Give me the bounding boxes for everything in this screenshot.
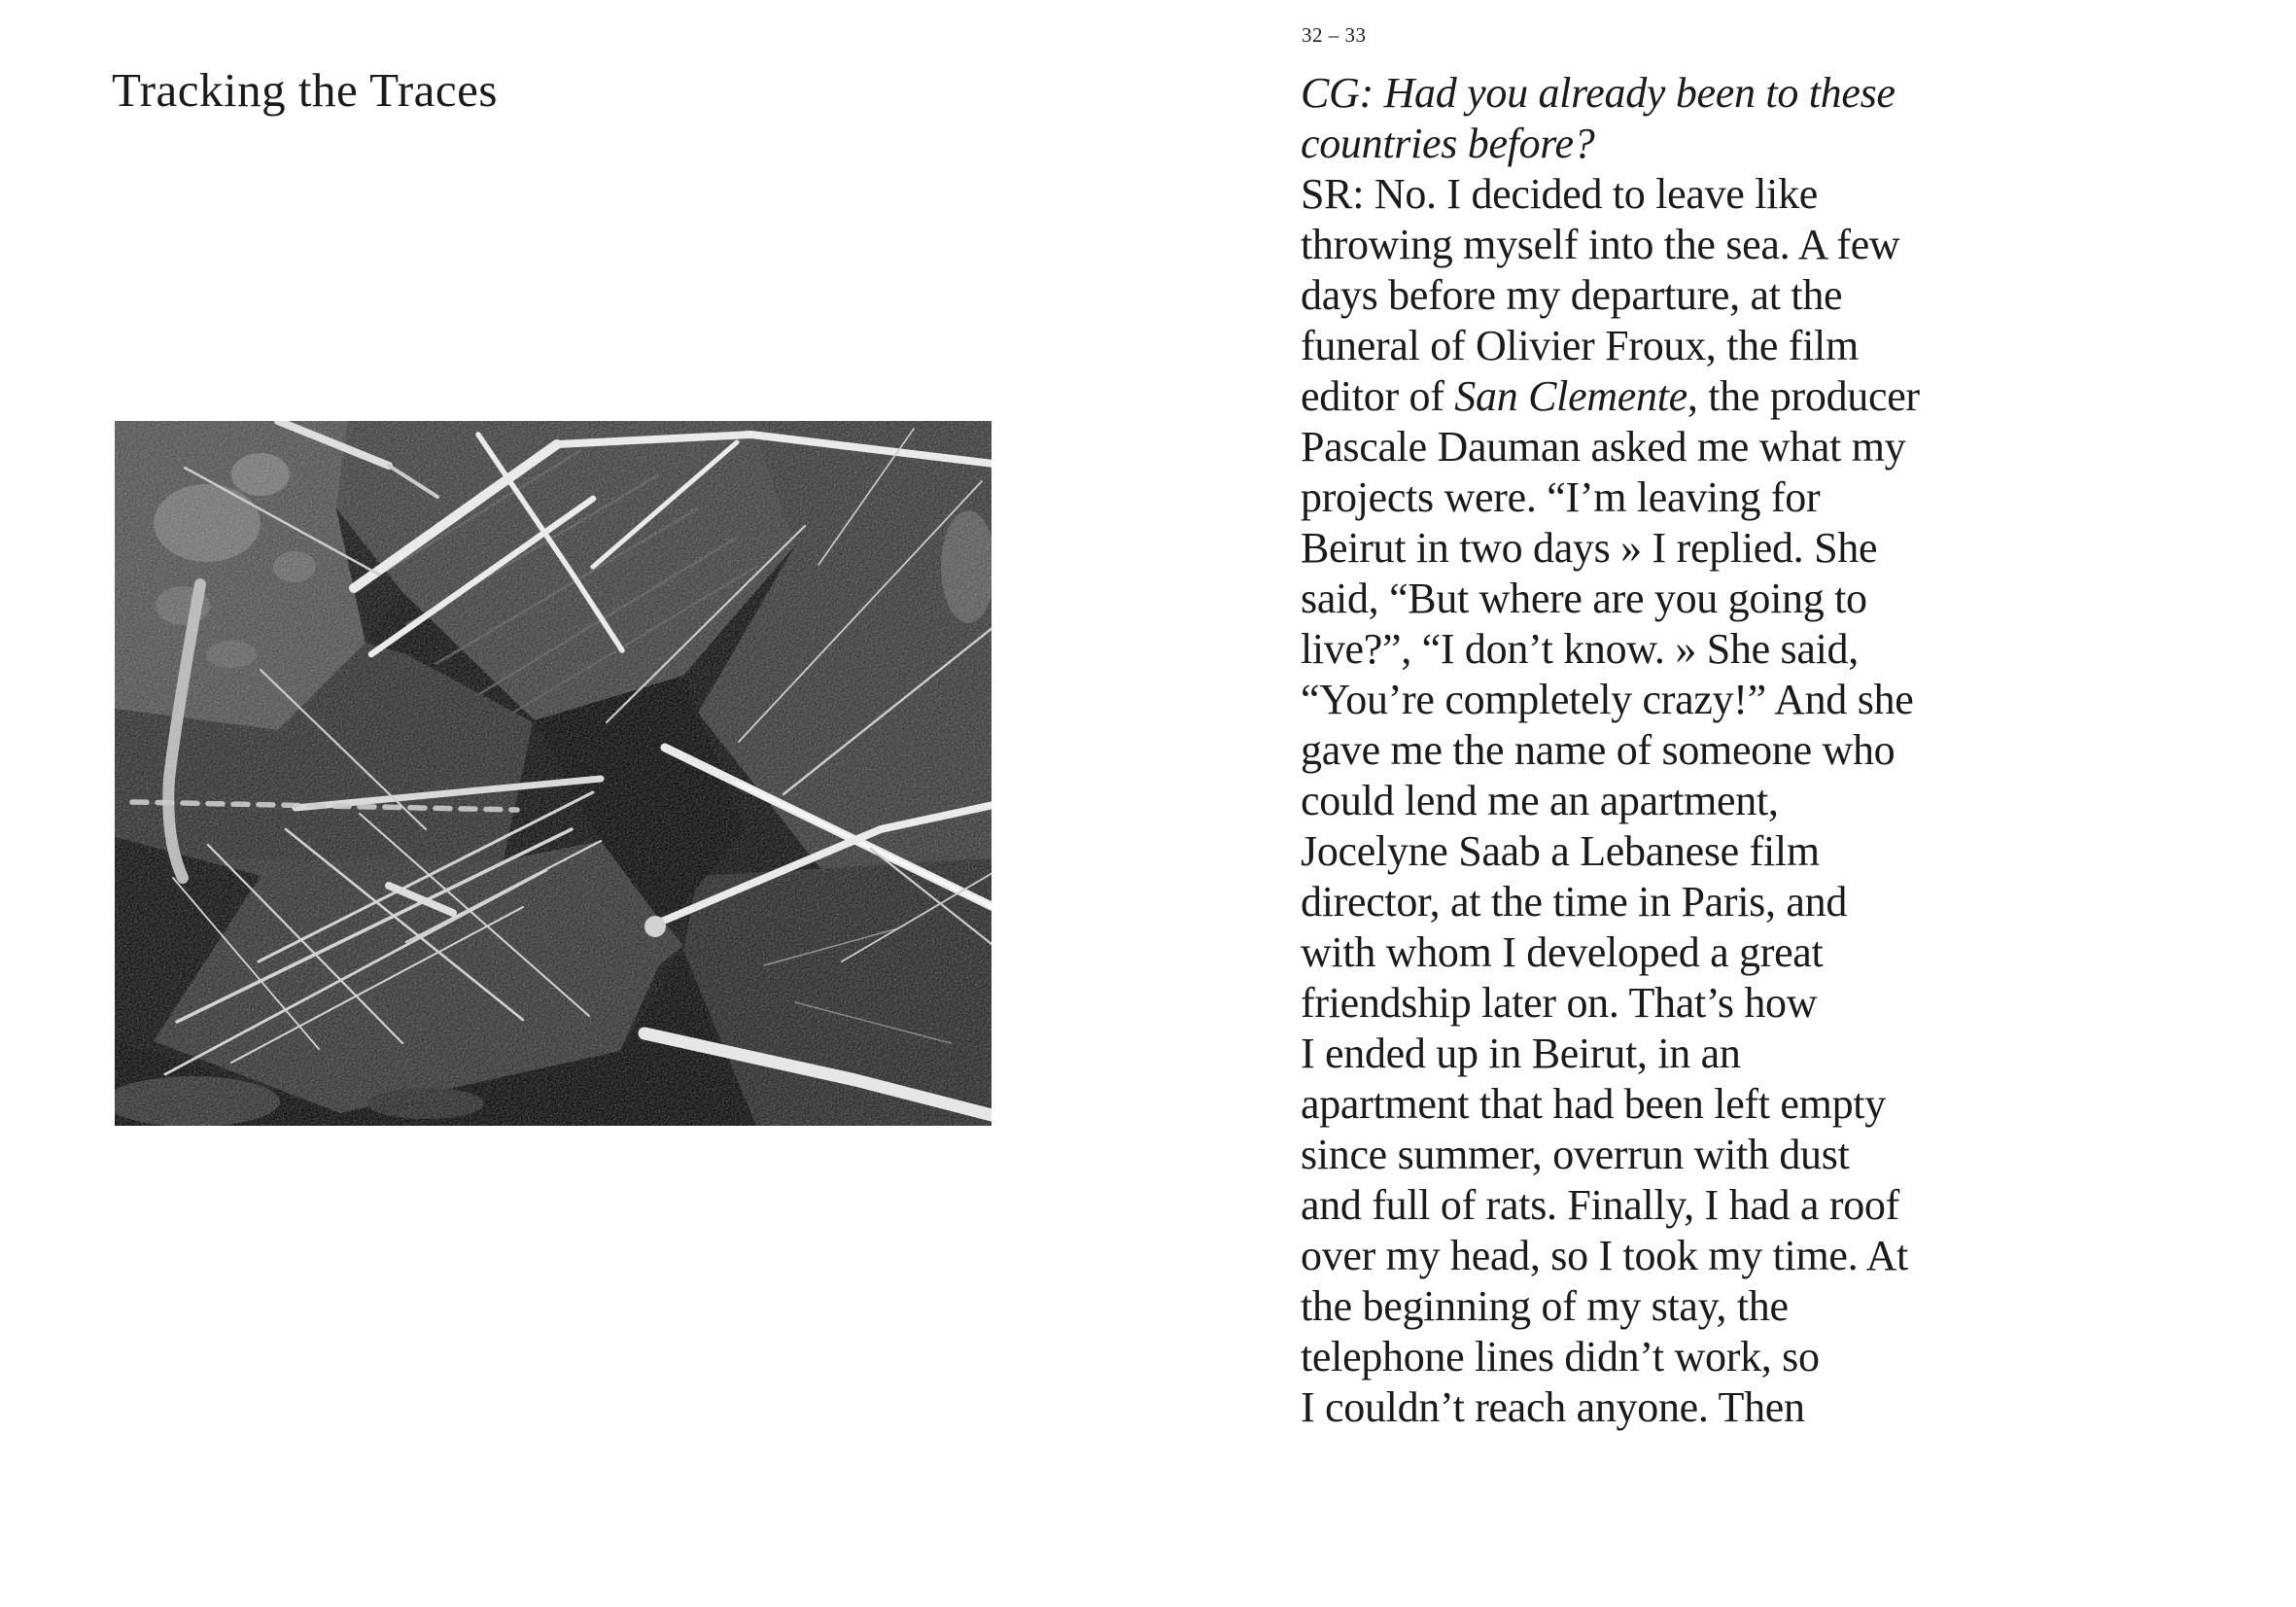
text-line: “You’re completely crazy!” And she	[1301, 676, 1914, 723]
text-line: CG: Had you already been to these	[1301, 69, 1896, 117]
text-line: live?”, “I don’t know. » She said,	[1301, 625, 1859, 673]
text-line: apartment that had been left empty	[1301, 1080, 1886, 1128]
text-line: I couldn’t reach anyone. Then	[1301, 1383, 1805, 1431]
rock-photo	[115, 421, 991, 1126]
text-line: over my head, so I took my time. At	[1301, 1232, 1908, 1279]
text-line: throwing myself into the sea. A few	[1301, 221, 1900, 268]
page-numbers: 32 – 33	[1302, 23, 1367, 47]
text-line: since summer, overrun with dust	[1301, 1131, 1850, 1178]
text-line: I ended up in Beirut, in an	[1301, 1030, 1741, 1077]
text-line: and full of rats. Finally, I had a roof	[1301, 1181, 1899, 1229]
text-line: with whom I developed a great	[1301, 928, 1824, 976]
text-line: said, “But where are you going to	[1301, 575, 1867, 622]
text-line: Pascale Dauman asked me what my	[1301, 423, 1906, 471]
text-line: Beirut in two days » I replied. She	[1301, 524, 1878, 572]
text-line: countries before?	[1301, 120, 1595, 167]
text-line: Jocelyne Saab a Lebanese film	[1301, 827, 1820, 875]
page-title: Tracking the Traces	[112, 63, 498, 117]
text-line: could lend me an apartment,	[1301, 777, 1779, 824]
text-line: funeral of Olivier Froux, the film	[1301, 322, 1859, 369]
text-line: projects were. “I’m leaving for	[1301, 473, 1821, 521]
text-line: SR: No. I decided to leave like	[1301, 170, 1818, 218]
text-line: director, at the time in Paris, and	[1301, 878, 1848, 926]
text-line: telephone lines didn’t work, so	[1301, 1333, 1820, 1380]
text-line: days before my departure, at the	[1301, 271, 1843, 319]
text-line: friendship later on. That’s how	[1301, 979, 1818, 1027]
text-segment-em: San Clemente	[1454, 372, 1687, 420]
text-line: the beginning of my stay, the	[1301, 1282, 1789, 1330]
text-line	[1301, 371, 1920, 422]
text-line: gave me the name of someone who	[1301, 726, 1896, 774]
text-segment: , the producer	[1687, 372, 1920, 420]
text-segment: editor of	[1301, 372, 1455, 420]
interview-text	[1301, 68, 1920, 1433]
rock-photo-image	[115, 421, 991, 1126]
